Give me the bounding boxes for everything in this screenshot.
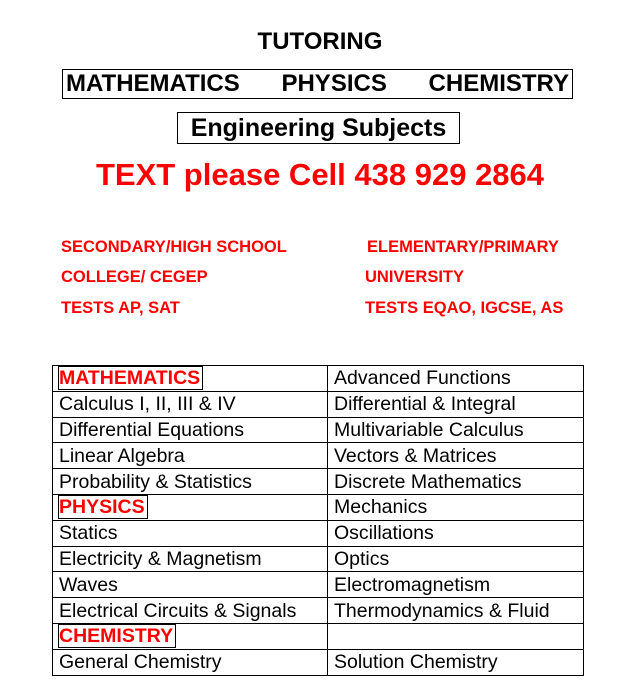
mathematics-heading: MATHEMATICS <box>58 366 203 390</box>
subject-physics: PHYSICS <box>281 70 387 97</box>
table-cell: Discrete Mathematics <box>328 469 584 495</box>
table-cell: General Chemistry <box>53 649 328 675</box>
table-cell <box>53 366 328 392</box>
table-cell: Vectors & Matrices <box>328 443 584 469</box>
contact-phone-text: TEXT please Cell 438 929 2864 <box>95 157 545 192</box>
table-cell <box>328 623 584 649</box>
subject-mathematics: MATHEMATICS <box>66 70 240 97</box>
table-cell <box>53 623 328 649</box>
table-row <box>53 417 584 443</box>
table-cell: Electricity & Magnetism <box>53 546 328 572</box>
table-row <box>53 469 584 495</box>
table-cell: Calculus I, II, III & IV <box>53 391 328 417</box>
subjects-banner <box>62 69 573 99</box>
level-college: COLLEGE/ CEGEP <box>61 268 208 286</box>
table-row <box>53 520 584 546</box>
engineering-subjects-banner: Engineering Subjects <box>177 112 460 144</box>
table-row <box>53 598 584 624</box>
table-cell: Statics <box>53 520 328 546</box>
table-row <box>53 443 584 469</box>
table-cell: Mechanics <box>328 494 584 520</box>
table-cell: Differential Equations <box>53 417 328 443</box>
table-cell: Thermodynamics & Fluid <box>328 598 584 624</box>
table-cell <box>53 494 328 520</box>
table-row <box>53 366 584 392</box>
table-cell: Advanced Functions <box>328 366 584 392</box>
page-title: TUTORING <box>257 28 383 55</box>
table-cell: Differential & Integral <box>328 391 584 417</box>
table-cell: Oscillations <box>328 520 584 546</box>
level-secondary: SECONDARY/HIGH SCHOOL <box>61 238 287 256</box>
table-row <box>53 546 584 572</box>
chemistry-heading: CHEMISTRY <box>58 624 176 648</box>
subjects-table <box>52 365 584 676</box>
table-cell: Solution Chemistry <box>328 649 584 675</box>
table-cell: Electromagnetism <box>328 572 584 598</box>
table-cell: Electrical Circuits & Signals <box>53 598 328 624</box>
level-elementary: ELEMENTARY/PRIMARY <box>367 238 559 256</box>
table-cell: Linear Algebra <box>53 443 328 469</box>
table-cell: Optics <box>328 546 584 572</box>
table-row <box>53 572 584 598</box>
table-row <box>53 494 584 520</box>
physics-heading: PHYSICS <box>58 495 148 519</box>
table-cell: Multivariable Calculus <box>328 417 584 443</box>
table-cell: Probability & Statistics <box>53 469 328 495</box>
level-tests-eqao: TESTS EQAO, IGCSE, AS <box>365 299 564 317</box>
subject-chemistry: CHEMISTRY <box>428 70 569 97</box>
table-row <box>53 623 584 649</box>
table-row <box>53 649 584 675</box>
level-university: UNIVERSITY <box>365 268 465 286</box>
level-tests-ap: TESTS AP, SAT <box>61 299 180 317</box>
table-cell: Waves <box>53 572 328 598</box>
table-row <box>53 391 584 417</box>
